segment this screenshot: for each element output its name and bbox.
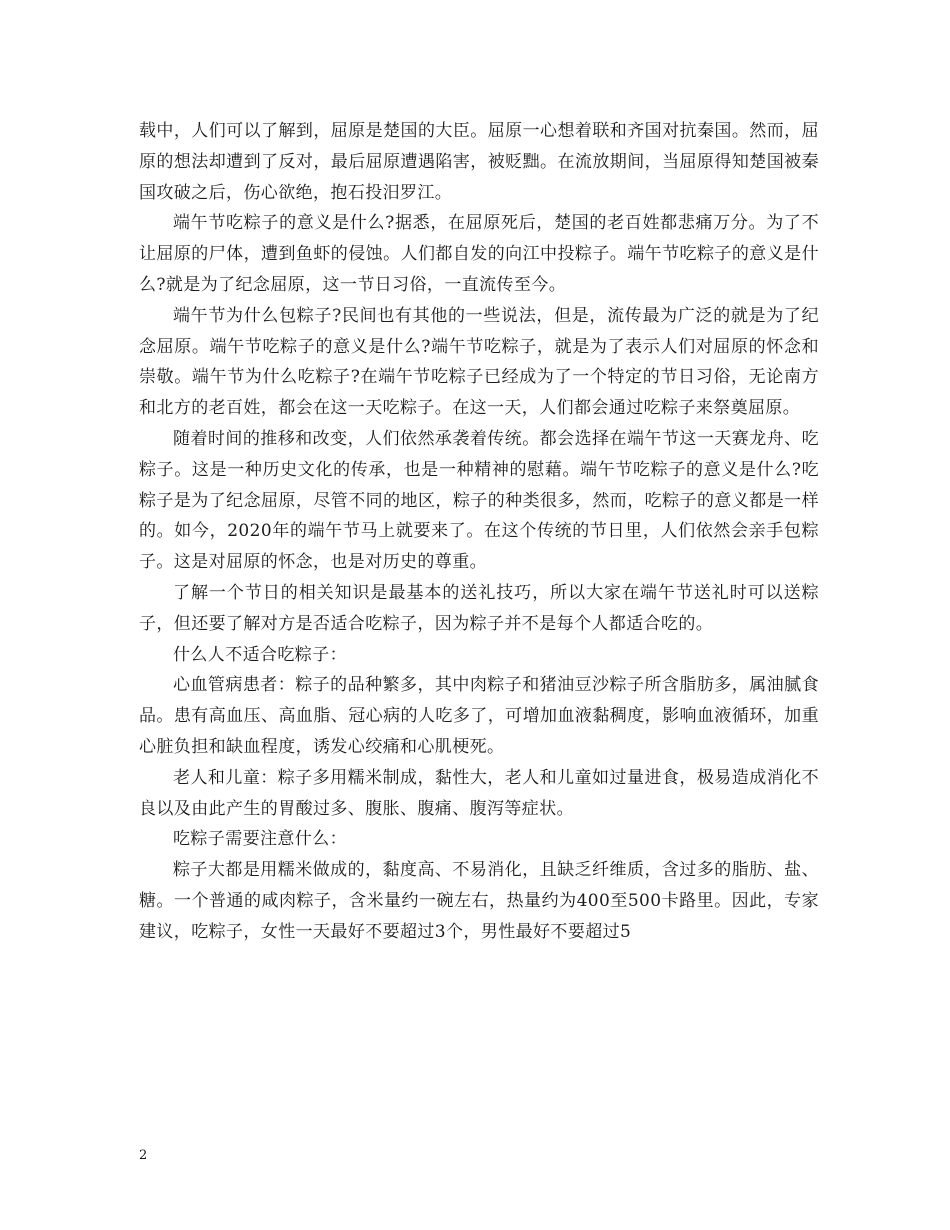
paragraph-2: 端午节吃粽子的意义是什么?据悉，在屈原死后，楚国的老百姓都悲痛万分。为了不让屈原的尸体，遭到鱼虾的侵蚀。人们都自发的向江中投粽子。端午节吃粽子的意义是什么?就是为了纪念屈原，这一节日习俗，一直流传至今。 [139,213,819,295]
paragraph-1: 载中，人们可以了解到，屈原是楚国的大臣。屈原一心想着联和齐国对抗秦国。然而，屈原的想法却遭到了反对，最后屈原遭遇陷害，被贬黜。在流放期间，当屈原得知楚国被秦国攻破之后，伤心欲绝，抱石投汨罗江。 [139,121,819,203]
body-text [139,116,819,948]
paragraph-6: 什么人不适合吃粽子： [173,644,347,665]
paragraph-8: 老人和儿童：粽子多用糯米制成，黏性大，老人和儿童如过量进食，极易造成消化不良以及由此产生的胃酸过多、腹胀、腹痛、腹泻等症状。 [139,767,819,819]
paragraph-3: 端午节为什么包粽子?民间也有其他的一些说法，但是，流传最为广泛的就是为了纪念屈原。端午节吃粽子的意义是什么?端午节吃粽子，就是为了表示人们对屈原的怀念和崇敬。端午节为什么吃粽子?在端午节吃粽子已经成为了一个特定的节日习俗，无论南方和北方的老百姓，都会在这一天吃粽子。在这一天，人们都会通过吃粽子来祭奠屈原。 [139,305,819,419]
paragraph-9: 吃粽子需要注意什么： [173,829,347,850]
paragraph-7: 心血管病患者：粽子的品种繁多，其中肉粽子和猪油豆沙粽子所含脂肪多，属油腻食品。患有高血压、高血脂、冠心病的人吃多了，可增加血液黏稠度，影响血液循环，加重心脏负担和缺血程度，诱发心绞痛和心肌梗死。 [139,675,819,757]
page-number: 2 [139,1148,148,1163]
paragraph-10: 粽子大都是用糯米做成的，黏度高、不易消化，且缺乏纤维质，含过多的脂肪、盐、糖。一个普通的咸肉粽子，含米量约一碗左右，热量约为400至500卡路里。因此，专家建议，吃粽子，女性一天最好不要超过3个，男性最好不要超过5 [139,860,819,942]
paragraph-5: 了解一个节日的相关知识是最基本的送礼技巧，所以大家在端午节送礼时可以送粽子，但还要了解对方是否适合吃粽子，因为粽子并不是每个人都适合吃的。 [139,582,819,634]
paragraph-4: 随着时间的推移和改变，人们依然承袭着传统。都会选择在端午节这一天赛龙舟、吃粽子。这是一种历史文化的传承，也是一种精神的慰藉。端午节吃粽子的意义是什么?吃粽子是为了纪念屈原，尽管不同的地区，粽子的种类很多，然而，吃粽子的意义都是一样的。如今，2020年的端午节马上就要来了。在这个传统的节日里，人们依然会亲手包粽子。这是对屈原的怀念，也是对历史的尊重。 [139,428,819,573]
